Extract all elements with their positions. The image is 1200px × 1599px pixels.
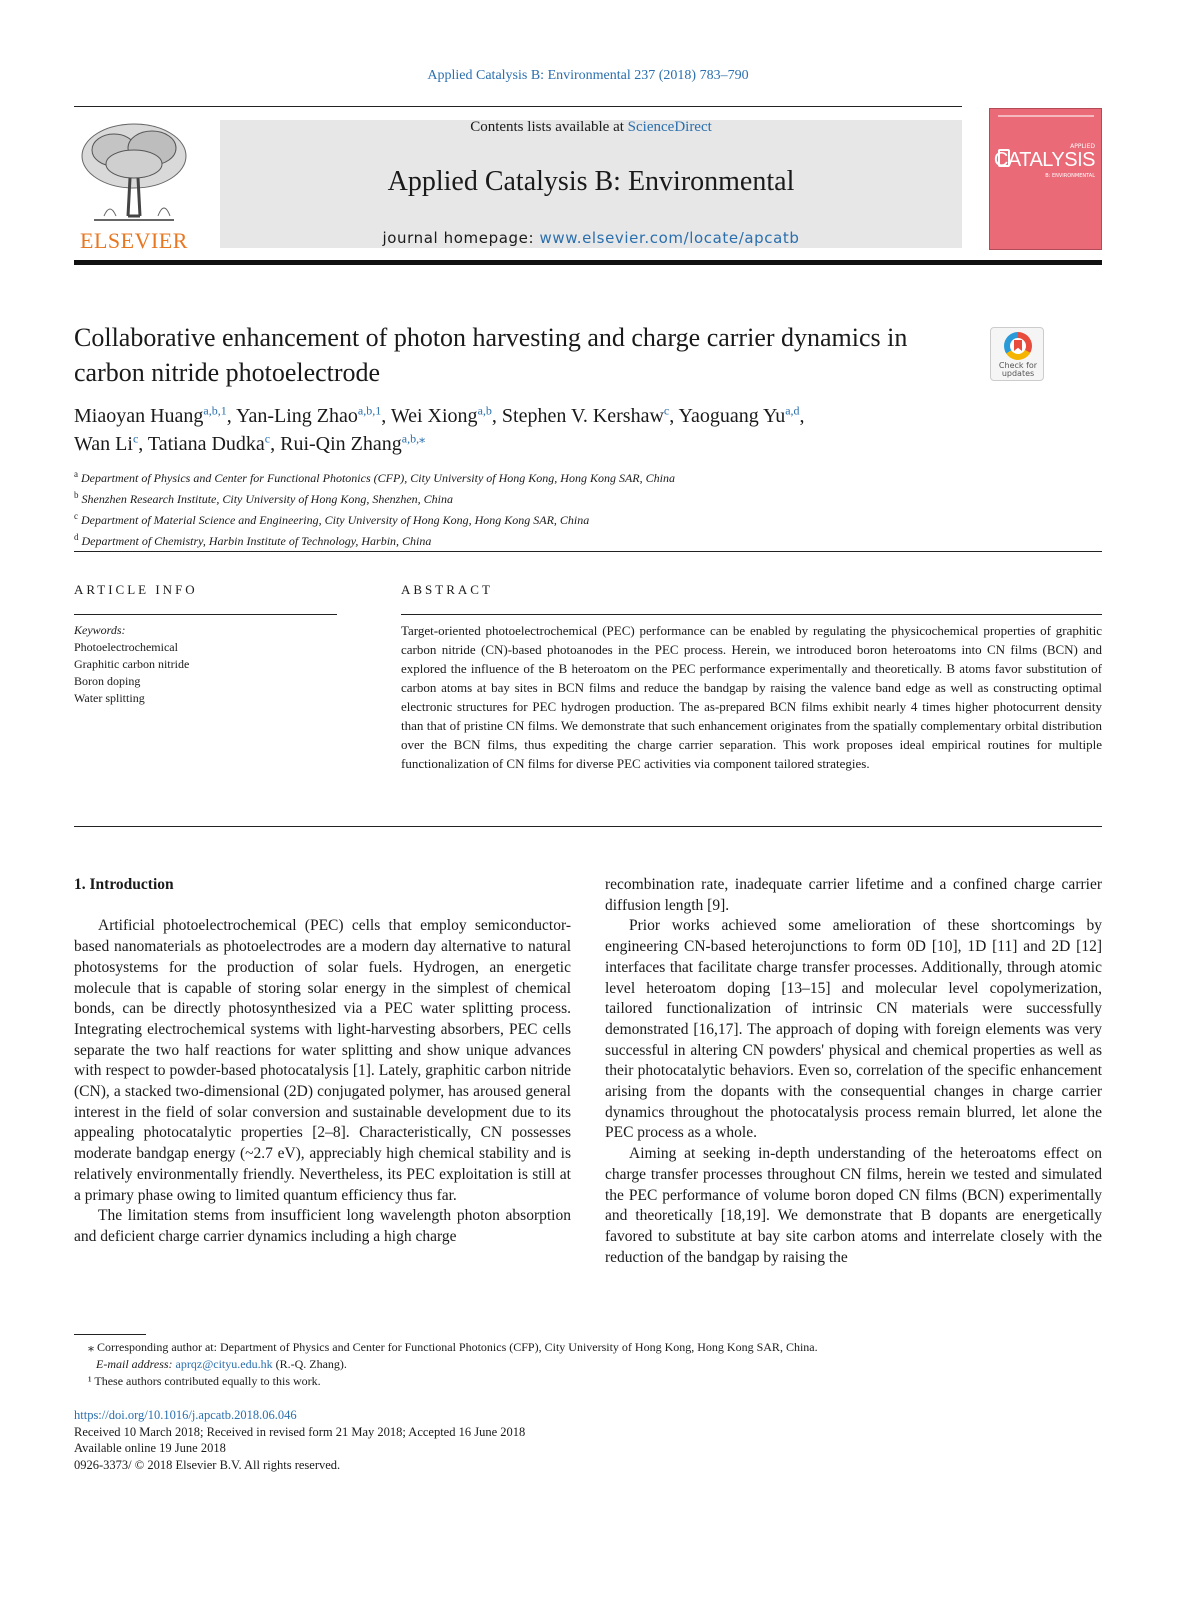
check-updates-line2: updates <box>1001 369 1035 378</box>
sciencedirect-link[interactable]: ScienceDirect <box>627 119 712 135</box>
cover-subtitle: B: ENVIRONMENTAL <box>1045 173 1095 179</box>
cover-title: CATALYSIS <box>993 149 1095 171</box>
body-left-column <box>74 875 571 1248</box>
author[interactable]: Rui-Qin Zhang$^{a,b,⁎}$ <box>280 431 426 455</box>
contents-prefix: Contents lists available at <box>470 119 628 135</box>
keyword: Photoelectrochemical <box>74 640 178 654</box>
publication-info <box>74 1407 774 1473</box>
section-rule <box>74 551 1102 552</box>
cover-top-band <box>998 115 1094 117</box>
author[interactable]: Wan Li$^c$ <box>74 431 139 455</box>
keywords-block <box>74 622 337 707</box>
check-updates-line1: Check for <box>998 361 1038 370</box>
author[interactable]: Yaoguang Yu$^{a,d}$ <box>678 403 800 427</box>
masthead-thick-rule <box>74 260 1102 265</box>
author[interactable]: Miaoyan Huang$^{a,b,1}$ <box>74 403 227 427</box>
keywords-label: Keywords: <box>74 623 126 637</box>
author-list: Miaoyan Huang$^{a,b,1}$, Yan-Ling Zhao$^{a,b,1}$, Wei Xiong$^{a,b}$, Stephen V. Kershaw$^c$, Yaoguang Yu$^{a,d}$, Wan Li$^c$, Tatiana Dudka$^c$, Rui-Qin Zhang$^{a,b,⁎}$ <box>74 403 805 455</box>
introduction-heading: 1. Introduction <box>74 876 174 893</box>
author[interactable]: Wei Xiong$^{a,b}$ <box>390 403 492 427</box>
corresponding-author-note: ⁎ Corresponding author at: Department of Physics and Center for Functional Photonics (CFP), City University of Hong Kong, Hong Kong SAR, China. <box>88 1340 818 1354</box>
homepage-prefix: journal homepage: <box>382 229 540 247</box>
doi-link[interactable]: https://doi.org/10.1016/j.apcatb.2018.06.046 <box>74 1408 297 1422</box>
article-title: Collaborative enhancement of photon harvesting and charge carrier dynamics in carbon nitride photoelectrode <box>74 323 908 387</box>
check-for-updates-button[interactable] <box>990 327 1044 381</box>
body-paragraph: Artificial photoelectrochemical (PEC) cells that employ semiconductor-based nanomaterials as photoelectrodes are a modern day alternative to natural photosystems for the production of solar fuels. Hydrogen, an energetic molecule that is capable of storing solar energy in the simplest of chemical bonds, can be directly photosynthesized via a PEC water splitting process. Integrating electrochemical systems with light-harvesting absorbers, PEC cells separate the two half reactions for water splitting and show unique advances with respect to powder-based photocatalysis [1]. Lately, graphitic carbon nitride (CN), a stacked two-dimensional (2D) conjugated polymer, has aroused general interest in the field of solar conversion and sustainable development due to its appealing photocatalytic properties [2–8]. Characteristically, CN possesses moderate bandgap energy (~2.7 eV), appreciably high chemical stability and is relatively environmentally friendly. Nevertheless, its PEC exploitation is still at a primary phase owing to limited quantum efficiency thus far. <box>74 917 571 1204</box>
email-label: E-mail address: <box>96 1357 176 1371</box>
homepage-link[interactable]: www.elsevier.com/locate/apcatb <box>539 229 800 247</box>
crossmark-icon <box>1004 332 1032 360</box>
contents-line <box>220 119 962 136</box>
affiliation-list <box>74 466 1074 550</box>
abstract-rule <box>401 614 1102 615</box>
header-rule <box>74 106 962 107</box>
author[interactable]: Tatiana Dudka$^c$ <box>147 431 271 455</box>
affiliation: $^c$ Department of Material Science and Engineering, City University of Hong Kong, Hong Kong SAR, China <box>74 511 590 527</box>
article-info-rule <box>74 614 337 615</box>
journal-name: Applied Catalysis B: Environmental <box>387 166 795 197</box>
keyword: Boron doping <box>74 674 141 688</box>
cover-small-label: APPLIED <box>1070 143 1095 150</box>
author[interactable]: Stephen V. Kershaw$^c$ <box>501 403 670 427</box>
affiliation: $^a$ Department of Physics and Center for Functional Photonics (CFP), City University of Hong Kong, Hong Kong SAR, China <box>74 469 675 485</box>
keyword: Water splitting <box>74 691 145 705</box>
received-dates: Received 10 March 2018; Received in revised form 21 May 2018; Accepted 16 June 2018 <box>74 1424 526 1439</box>
email-link[interactable]: aprqz@cityu.edu.hk <box>175 1357 273 1371</box>
email-suffix: (R.-Q. Zhang). <box>272 1357 347 1371</box>
affiliation: $^b$ Shenzhen Research Institute, City University of Hong Kong, Shenzhen, China <box>74 490 454 506</box>
email-note <box>74 1356 1102 1373</box>
footnotes <box>74 1339 1102 1390</box>
affiliation: $^d$ Department of Chemistry, Harbin Institute of Technology, Harbin, China <box>74 532 432 548</box>
abstract-text: Target-oriented photoelectrochemical (PEC) performance can be enabled by regulating the physicochemical properties of graphitic carbon nitride (CN)-based photoanodes in the PEC process. Herein, we introduced boron heteroatoms into CN films (BCN) and explored the influence of the B heteroatom on the PEC performance experimentally and theoretically. B atoms favor substitution of carbon atoms at bay sites in BCN films and reduce the bandgap by raising the valence band edge as well as constructing optimal electronic structures for PEC hydrogen production. The as-prepared BCN films exhibit nearly 4 times higher photocurrent density than that of pristine CN films. We demonstrate that such enhancement originates from the spatially complementary orbital distribution over the BCN films, thus expediting the charge carrier separation. This work proposes ideal empirical routines for multiple functionalization of CN films for diverse PEC activities via component tailored strategies. <box>401 623 1102 771</box>
body-paragraph: Aiming at seeking in-depth understanding of the heteroatoms effect on charge transfer processes throughout CN films, herein we tested and simulated the PEC performance of volume boron doped CN films (BCN) experimentally and theoretically [18,19]. We demonstrate that B dopants are energetically favored to substitute at bay site carbon atoms and interrelate closely with the reduction of the bandgap by raising the <box>605 1145 1102 1266</box>
article-info-heading: ARTICLE INFO <box>74 582 198 597</box>
check-updates-label <box>991 362 1045 378</box>
homepage-line <box>220 229 962 247</box>
equal-contribution-note: ¹ These authors contributed equally to this work. <box>88 1374 321 1388</box>
abstract-end-rule <box>74 826 1102 827</box>
author[interactable]: Yan-Ling Zhao$^{a,b,1}$ <box>236 403 382 427</box>
abstract-heading: ABSTRACT <box>401 582 493 597</box>
elsevier-wordmark[interactable]: ELSEVIER <box>80 228 188 253</box>
journal-cover-thumbnail[interactable] <box>989 108 1102 250</box>
body-paragraph: recombination rate, inadequate carrier lifetime and a confined charge carrier diffusion length [9]. <box>605 876 1102 914</box>
body-paragraph: Prior works achieved some amelioration of these shortcomings by engineering CN-based heterojunctions to form 0D [10], 1D [11] and 2D [12] interfaces that facilitate charge transfer processes. Additionally, through atomic level heteroatom doping [13–15] and molecular level copolymerization, tailored functionalization of intrinsic CN materials were successfully demonstrated [16,17]. The approach of doping with foreign elements was very successful in altering CN powders' physical and chemical properties as well as their photocatalytic behaviors. Even so, correlation of the specific enhancement arising from the dopants with the consequential changes in charge carrier dynamics throughout the photocatalysis process remain blurred, let alone the PEC process as a whole. <box>605 917 1102 1142</box>
copyright: 0926-3373/ © 2018 Elsevier B.V. All rights reserved. <box>74 1457 341 1472</box>
keyword: Graphitic carbon nitride <box>74 657 190 671</box>
body-right-column <box>605 875 1102 1268</box>
body-paragraph: The limitation stems from insufficient long wavelength photon absorption and deficient charge carrier dynamics including a high charge <box>74 1207 571 1245</box>
available-online: Available online 19 June 2018 <box>74 1441 226 1455</box>
footnote-rule <box>74 1334 146 1335</box>
journal-citation[interactable]: Applied Catalysis B: Environmental 237 (2018) 783–790 <box>427 68 749 83</box>
